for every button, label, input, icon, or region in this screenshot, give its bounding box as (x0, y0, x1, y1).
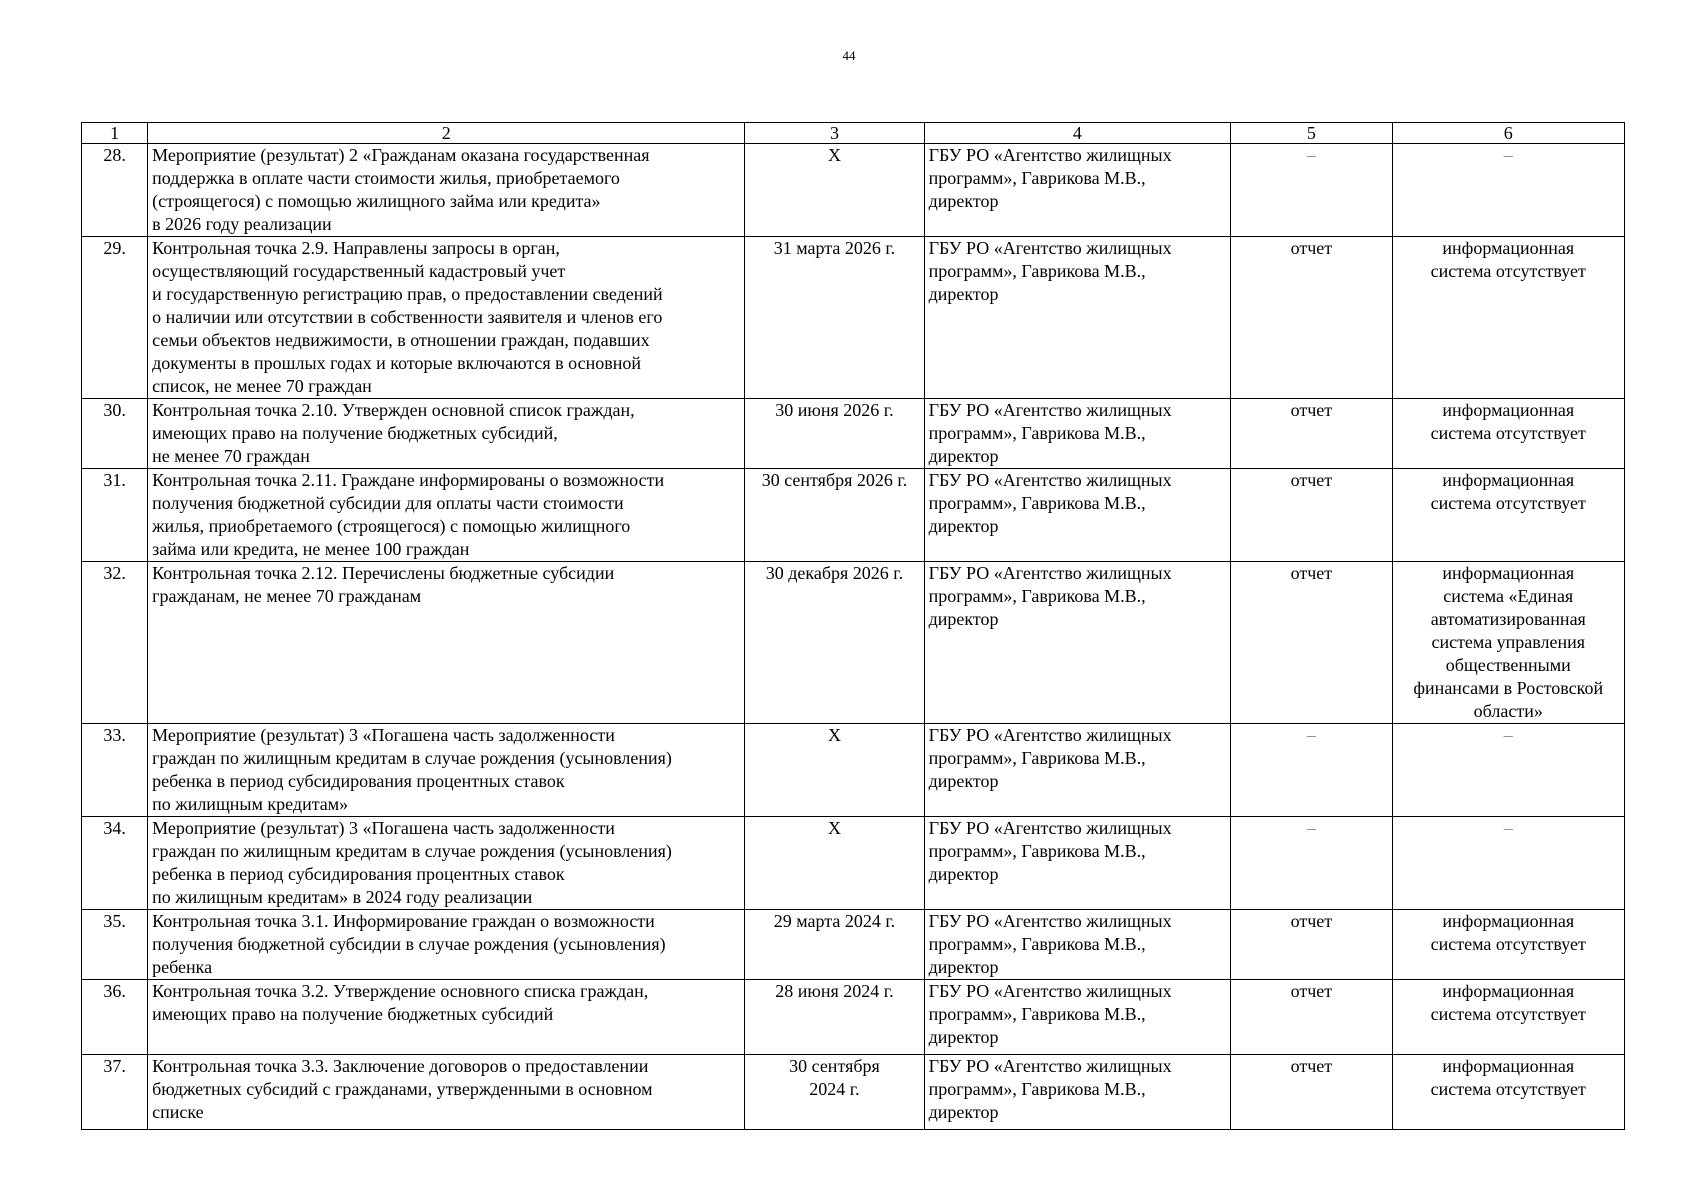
row-responsible: ГБУ РО «Агентство жилищных программ», Гаврикова М.В., директор (924, 237, 1231, 399)
row-responsible: ГБУ РО «Агентство жилищных программ», Гаврикова М.В., директор (924, 1055, 1231, 1130)
row-description: Мероприятие (результат) 2 «Гражданам оказана государственная поддержка в оплате части стоимости жилья, приобретаемого (строящегося) с помощью жилищного займа или кредита» в 2026 году реализации (148, 144, 745, 237)
table-row (82, 399, 1625, 469)
table-row (82, 237, 1625, 399)
row-number: 31. (82, 469, 148, 562)
row-description: Контрольная точка 2.9. Направлены запросы в орган, осуществляющий государственный кадастровый учет и государственную регистрацию прав, о предоставлении сведений о наличии или отсутствии в собственности заявителя и членов его семьи объектов недвижимости, в отношении граждан, подавших документы в прошлых годах и которые включаются в основной список, не менее 70 граждан (148, 237, 745, 399)
row-responsible: ГБУ РО «Агентство жилищных программ», Гаврикова М.В., директор (924, 910, 1231, 980)
row-info-system: информационная система «Единая автоматизированная система управления общественными финансами в Ростовской области» (1392, 562, 1624, 724)
row-date: 30 сентября 2026 г. (745, 469, 924, 562)
row-responsible: ГБУ РО «Агентство жилищных программ», Гаврикова М.В., директор (924, 144, 1231, 237)
row-info-system: – (1392, 817, 1624, 910)
header-col-4: 4 (924, 123, 1231, 144)
row-responsible: ГБУ РО «Агентство жилищных программ», Гаврикова М.В., директор (924, 980, 1231, 1055)
row-date: 30 декабря 2026 г. (745, 562, 924, 724)
row-date: Х (745, 817, 924, 910)
row-description: Контрольная точка 2.12. Перечислены бюджетные субсидии гражданам, не менее 70 гражданам (148, 562, 745, 724)
row-date: 29 марта 2024 г. (745, 910, 924, 980)
table-row (82, 980, 1625, 1055)
row-document-type: отчет (1231, 469, 1392, 562)
row-date: 30 сентября 2024 г. (745, 1055, 924, 1130)
header-col-6: 6 (1392, 123, 1624, 144)
row-document-type: отчет (1231, 910, 1392, 980)
header-col-3: 3 (745, 123, 924, 144)
row-number: 29. (82, 237, 148, 399)
row-info-system: – (1392, 724, 1624, 817)
header-col-2: 2 (148, 123, 745, 144)
row-description: Мероприятие (результат) 3 «Погашена часть задолженности граждан по жилищным кредитам в случае рождения (усыновления) ребенка в период субсидирования процентных ставок по жилищным кредитам» в 2024 году реализации (148, 817, 745, 910)
row-document-type: отчет (1231, 237, 1392, 399)
page-number: 44 (842, 48, 856, 63)
table-row (82, 144, 1625, 237)
row-number: 32. (82, 562, 148, 724)
row-description: Контрольная точка 3.1. Информирование граждан о возможности получения бюджетной субсидии в случае рождения (усыновления) ребенка (148, 910, 745, 980)
row-date: 28 июня 2024 г. (745, 980, 924, 1055)
row-date: Х (745, 724, 924, 817)
row-description: Контрольная точка 2.11. Граждане информированы о возможности получения бюджетной субсидии для оплаты части стоимости жилья, приобретаемого (строящегося) с помощью жилищного займа или кредита, не менее 100 граждан (148, 469, 745, 562)
row-info-system: информационная система отсутствует (1392, 469, 1624, 562)
table-row (82, 1055, 1625, 1130)
row-document-type: – (1231, 817, 1392, 910)
header-col-1: 1 (82, 123, 148, 144)
table-row (82, 724, 1625, 817)
header-row (82, 123, 1625, 144)
row-number: 28. (82, 144, 148, 237)
table-row (82, 562, 1625, 724)
row-info-system: информационная система отсутствует (1392, 910, 1624, 980)
row-document-type: – (1231, 144, 1392, 237)
row-description: Мероприятие (результат) 3 «Погашена часть задолженности граждан по жилищным кредитам в случае рождения (усыновления) ребенка в период субсидирования процентных ставок по жилищным кредитам» (148, 724, 745, 817)
row-info-system: информационная система отсутствует (1392, 980, 1624, 1055)
row-description: Контрольная точка 3.2. Утверждение основного списка граждан, имеющих право на получение бюджетных субсидий (148, 980, 745, 1055)
row-date: 30 июня 2026 г. (745, 399, 924, 469)
row-number: 35. (82, 910, 148, 980)
row-document-type: отчет (1231, 980, 1392, 1055)
table-row (82, 817, 1625, 910)
row-document-type: отчет (1231, 1055, 1392, 1130)
row-info-system: – (1392, 144, 1624, 237)
row-responsible: ГБУ РО «Агентство жилищных программ», Гаврикова М.В., директор (924, 817, 1231, 910)
row-document-type: – (1231, 724, 1392, 817)
row-info-system: информационная система отсутствует (1392, 237, 1624, 399)
row-info-system: информационная система отсутствует (1392, 1055, 1624, 1130)
row-number: 33. (82, 724, 148, 817)
table-row (82, 469, 1625, 562)
table-row (82, 910, 1625, 980)
row-responsible: ГБУ РО «Агентство жилищных программ», Гаврикова М.В., директор (924, 562, 1231, 724)
row-document-type: отчет (1231, 399, 1392, 469)
control-points-table (81, 122, 1625, 1130)
row-number: 30. (82, 399, 148, 469)
header-col-5: 5 (1231, 123, 1392, 144)
row-number: 34. (82, 817, 148, 910)
row-description: Контрольная точка 2.10. Утвержден основной список граждан, имеющих право на получение бюджетных субсидий, не менее 70 граждан (148, 399, 745, 469)
row-responsible: ГБУ РО «Агентство жилищных программ», Гаврикова М.В., директор (924, 399, 1231, 469)
row-number: 36. (82, 980, 148, 1055)
row-number: 37. (82, 1055, 148, 1130)
row-responsible: ГБУ РО «Агентство жилищных программ», Гаврикова М.В., директор (924, 469, 1231, 562)
row-info-system: информационная система отсутствует (1392, 399, 1624, 469)
row-description: Контрольная точка 3.3. Заключение договоров о предоставлении бюджетных субсидий с гражданами, утвержденными в основном списке (148, 1055, 745, 1130)
row-document-type: отчет (1231, 562, 1392, 724)
row-date: 31 марта 2026 г. (745, 237, 924, 399)
row-responsible: ГБУ РО «Агентство жилищных программ», Гаврикова М.В., директор (924, 724, 1231, 817)
row-date: Х (745, 144, 924, 237)
